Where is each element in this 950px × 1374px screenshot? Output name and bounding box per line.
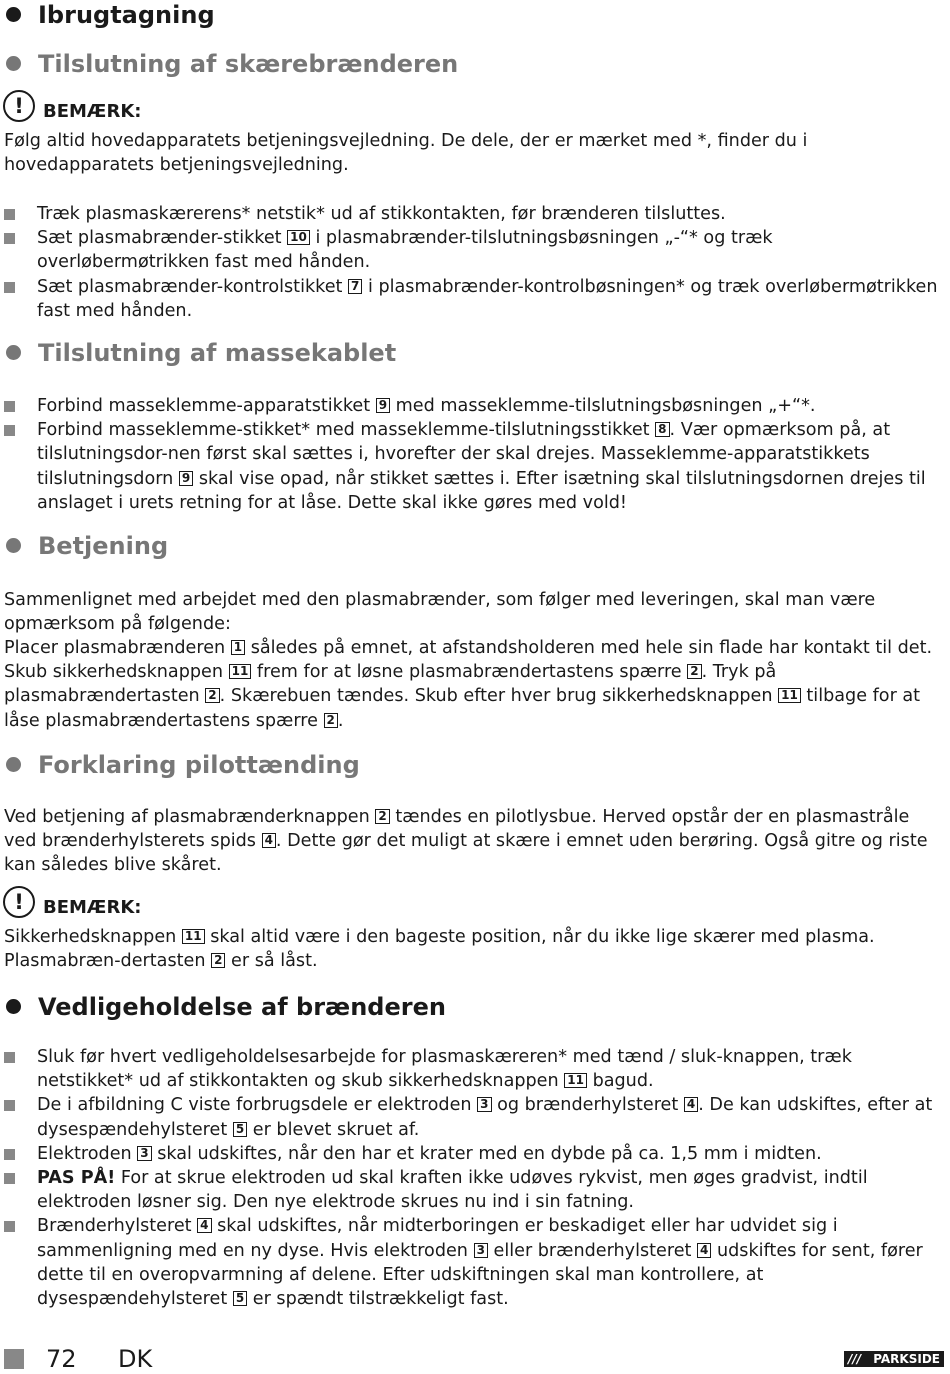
part-number: 7: [348, 279, 362, 294]
list-tilslutning-braender: [4, 202, 944, 323]
part-number: 5: [233, 1122, 247, 1137]
list-item: Sluk før hvert vedligeholdelsesarbejde for plasmaskæreren* med tænd / sluk-knappen, træk netstikket* ud af stikkontakten og skub sikkerhedsknappen 11 bagud.: [4, 1045, 944, 1093]
heading-ibrugtagning: Ibrugtagning: [4, 0, 942, 30]
part-number: 3: [137, 1146, 151, 1161]
page-footer: [4, 1345, 944, 1373]
warning-label: PAS PÅ!: [37, 1168, 116, 1189]
note-1: [3, 90, 403, 124]
exclamation-circle-icon: !: [3, 90, 35, 122]
logo-stripes: ///: [848, 1352, 862, 1366]
note-2-text: Sikkerhedsknappen 11 skal altid være i den bageste position, når du ikke lige skærer med plasma. Plasmabræn-dertasten 2 er så låst.: [4, 927, 875, 972]
bullet-dot-icon: [6, 345, 21, 360]
part-number: 3: [474, 1243, 488, 1258]
bullet-dot-icon: [6, 56, 21, 71]
heading-tilslutning-masse: Tilslutning af massekablet: [4, 338, 942, 368]
part-number: 2: [205, 688, 219, 703]
part-number: 11: [778, 688, 801, 703]
note-label: BEMÆRK:: [43, 897, 142, 918]
heading-betjening: Betjening: [4, 531, 942, 561]
logo-text: PARKSIDE: [873, 1352, 940, 1366]
forklaring-text: Ved betjening af plasmabrænderknappen 2 tændes en pilotlysbue. Herved opstår der en plasmastråle ved brænderhylsterets spids 4 . Dette gør det muligt at skære i emnet uden berøring. Også gitre og riste kan således blive skåret.: [4, 807, 928, 876]
part-number: 2: [375, 809, 389, 824]
part-number: 2: [211, 953, 225, 968]
part-number: 4: [197, 1218, 211, 1233]
list-item: PAS PÅ! For at skrue elektroden ud skal kraften ikke udøves rykvist, men øges gradvist, indtil elektroden løsner sig. Den nye elektrode skrues nu ind i sin fatning.: [4, 1166, 944, 1214]
part-number: 9: [376, 398, 390, 413]
exclamation-circle-icon: !: [3, 886, 35, 918]
list-item: Forbind masseklemme-stikket* med masseklemme-tilslutningsstikket 8 . Vær opmærksom på, at tilslutningsdor-nen først skal sættes i, hvorefter der skal drejes. Masseklemme-apparatstikkets tilslutningsdorn 9 skal vise opad, når stikket sættes i. Efter isætning skal tilslutningsdornen drejes til anslaget i urets retning for at låse. Dette skal ikke gøres med vold!: [4, 418, 944, 515]
part-number: 4: [697, 1243, 711, 1258]
part-number: 8: [655, 422, 669, 437]
part-number: 5: [233, 1291, 247, 1306]
list-tilslutning-masse: [4, 394, 944, 515]
bullet-dot-icon: [6, 7, 21, 22]
note-2: [3, 886, 403, 920]
part-number: 4: [684, 1097, 698, 1112]
part-number: 10: [287, 230, 310, 245]
list-item: Forbind masseklemme-apparatstikket 9 med masseklemme-tilslutningsbøsningen „+“*.: [4, 394, 944, 418]
list-vedligeholdelse: [4, 1045, 944, 1311]
part-number: 2: [324, 713, 338, 728]
list-item: Sæt plasmabrænder-stikket 10 i plasmabrænder-tilslutningsbøsningen „-“* og træk overløbermøtrikken fast med hånden.: [4, 226, 944, 274]
list-item: Elektroden 3 skal udskiftes, når den har et krater med en dybde på ca. 1,5 mm i midten.: [4, 1142, 944, 1166]
part-number: 9: [179, 471, 193, 486]
bullet-dot-icon: [6, 757, 21, 772]
list-item: Brænderhylsteret 4 skal udskiftes, når midterboringen er beskadiget eller har udvidet sig i sammenligning med en ny dyse. Hvis elektroden 3 eller brænderhylsteret 4 udskiftes for sent, fører dette til en overopvarmning af delene. Efter udskiftningen skal man kontrollere, at dysespændehylsteret 5 er spændt tilstrækkeligt fast.: [4, 1214, 944, 1311]
note-1-text: Følg altid hovedapparatets betjeningsvejledning. De dele, der er mærket med *, finder du i hovedapparatets betjeningsvejledning.: [4, 131, 808, 176]
heading-tilslutning-braender: Tilslutning af skærebrænderen: [4, 49, 942, 79]
part-number: 11: [564, 1073, 587, 1088]
heading-vedligeholdelse: Vedligeholdelse af brænderen: [4, 992, 942, 1022]
part-number: 4: [262, 833, 276, 848]
bullet-dot-icon: [6, 999, 21, 1014]
betjening-intro: Sammenlignet med arbejdet med den plasmabrænder, som følger med leveringen, skal man være opmærksom på følgende:: [4, 590, 876, 635]
footer-square-icon: [4, 1349, 24, 1369]
heading-forklaring: Forklaring pilottænding: [4, 750, 942, 780]
list-item: Sæt plasmabrænder-kontrolstikket 7 i plasmabrænder-kontrolbøsningen* og træk overløbermøtrikken fast med hånden.: [4, 275, 944, 323]
part-number: 11: [182, 929, 205, 944]
brand-logo: [844, 1351, 944, 1367]
list-item: De i afbildning C viste forbrugsdele er elektroden 3 og brænderhylsteret 4 . De kan udskiftes, efter at dysespændehylsteret 5 er blevet skruet af.: [4, 1093, 944, 1141]
page-number: 72: [46, 1345, 77, 1373]
part-number: 1: [231, 640, 245, 655]
betjening-text: Placer plasmabrænderen 1 således på emnet, at afstandsholderen med hele sin flade har kontakt til det. Skub sikkerhedsknappen 11 frem for at løsne plasmabrændertastens spærre 2 . Tryk på plasmabrændertasten 2 . Skærebuen tændes. Skub efter hver brug sikkerhedsknappen 11 tilbage for at låse plasmabrændertastens spærre 2 .: [4, 638, 933, 731]
part-number: 2: [687, 664, 701, 679]
country-code: DK: [118, 1345, 153, 1373]
note-label: BEMÆRK:: [43, 101, 142, 122]
part-number: 11: [229, 664, 252, 679]
bullet-dot-icon: [6, 538, 21, 553]
list-item: Træk plasmaskærerens* netstik* ud af stikkontakten, før brænderen tilsluttes.: [4, 202, 944, 226]
part-number: 3: [477, 1097, 491, 1112]
